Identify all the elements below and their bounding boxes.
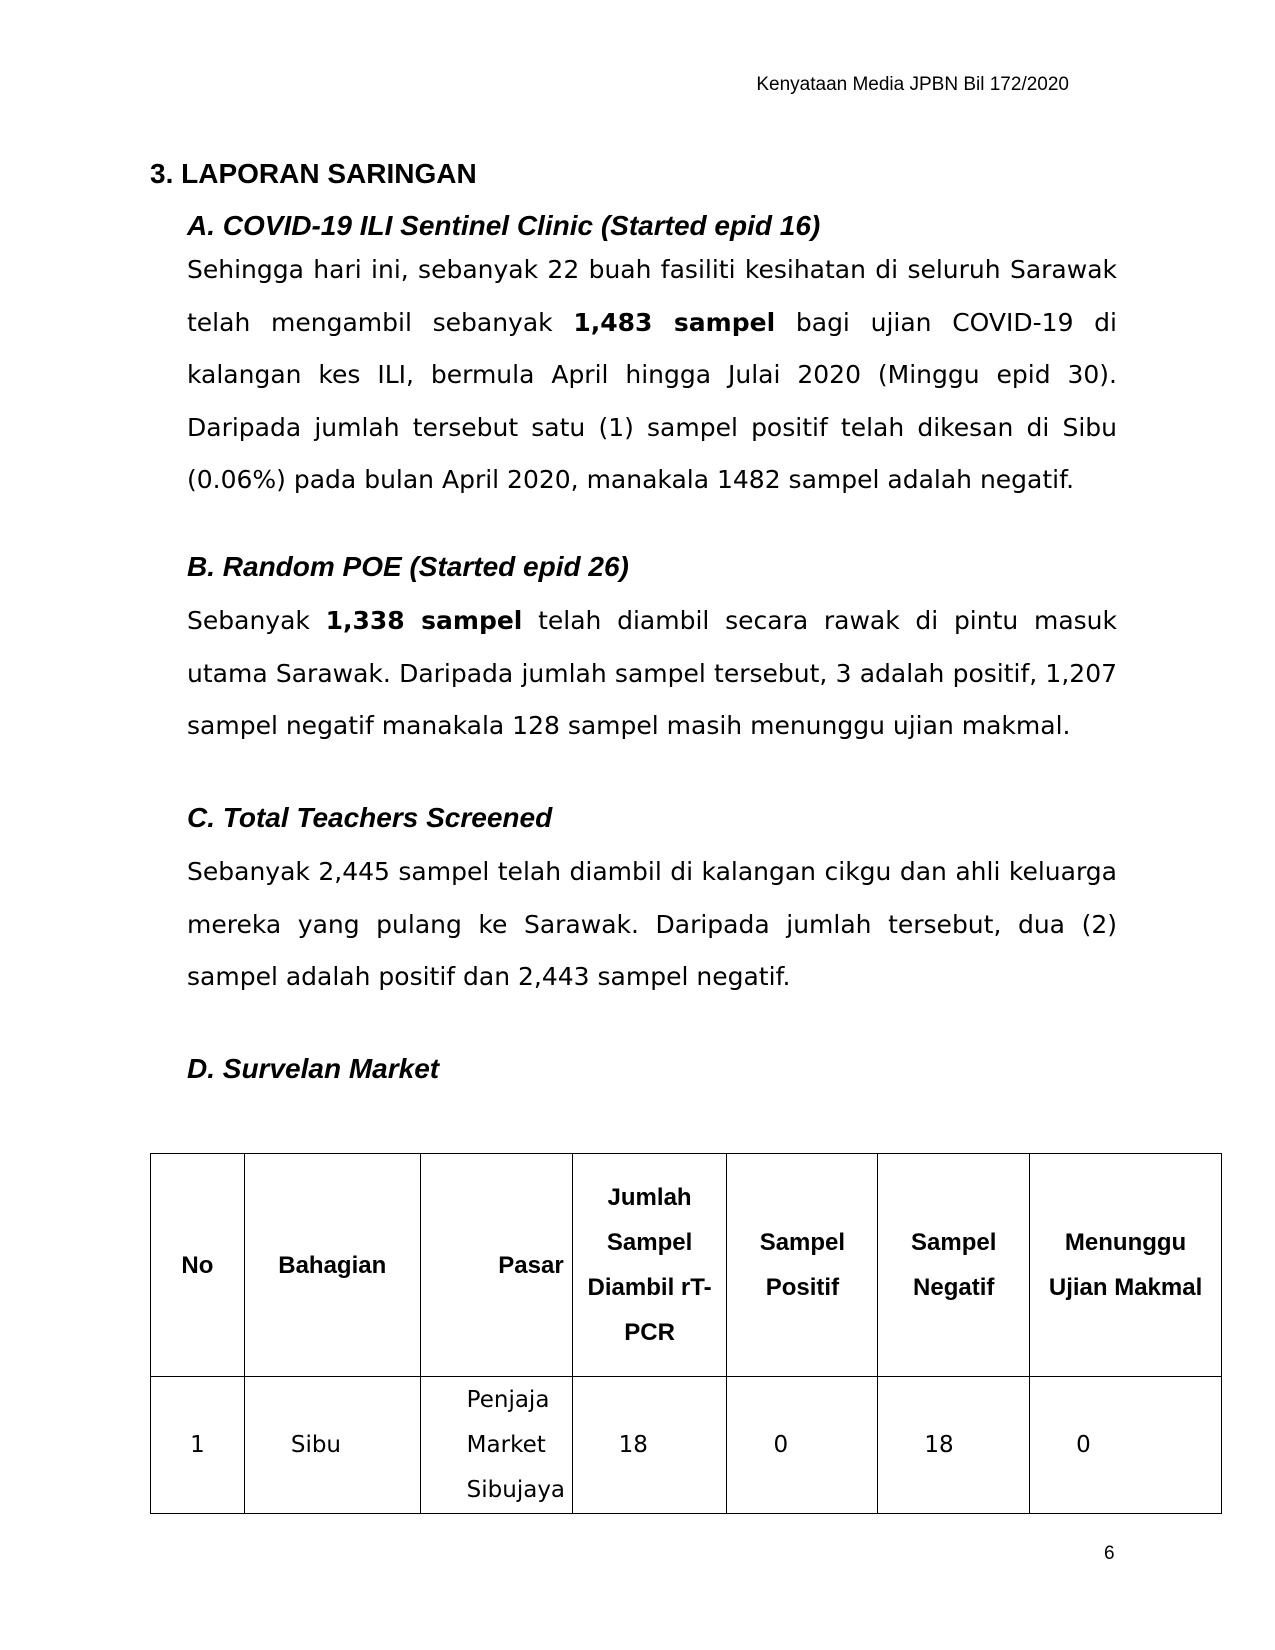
paragraph-line: telah mengambil sebanyak 1,483 sampel bagi ujian COVID-19 di — [187, 307, 1118, 337]
cell-jumlah-sampel: 18 — [572, 1377, 727, 1514]
paragraph-line: Sebanyak 1,338 sampel telah diambil secara rawak di pintu masuk — [187, 606, 1117, 635]
emphasis-sample-count: 1,338 sampel — [325, 606, 523, 635]
paragraph-b — [187, 595, 1117, 753]
cell-sampel-negatif: 18 — [878, 1377, 1030, 1514]
section-title: 3. LAPORAN SARINGAN — [150, 158, 477, 189]
column-header-no: No — [151, 1154, 245, 1377]
table-header-row — [151, 1154, 1222, 1377]
cell-menunggu-ujian: 0 — [1030, 1377, 1222, 1514]
market-surveillance-table — [150, 1153, 1222, 1514]
paragraph-c — [187, 846, 1117, 1004]
paragraph-line: sampel adalah positif dan 2,443 sampel negatif. — [187, 962, 791, 991]
paragraph-line: utama Sarawak. Daripada jumlah sampel tersebut, 3 adalah positif, 1,207 — [187, 658, 1117, 688]
paragraph-line: Sebanyak 2,445 sampel telah diambil di kalangan cikgu dan ahli keluarga — [187, 857, 1117, 886]
column-header-pasar: Pasar — [420, 1154, 572, 1377]
table-row — [151, 1377, 1222, 1514]
cell-sampel-positif: 0 — [727, 1377, 878, 1514]
paragraph-line: (0.06%) pada bulan April 2020, manakala 1482 sampel adalah negatif. — [187, 465, 1075, 494]
column-header-bahagian: Bahagian — [244, 1154, 420, 1377]
paragraph-line: kalangan kes ILI, bermula April hingga Julai 2020 (Minggu epid 30). — [187, 360, 1117, 389]
column-header-jumlah-sampel: Jumlah Sampel Diambil rT-PCR — [572, 1154, 727, 1377]
subsection-heading-a: A. COVID-19 ILI Sentinel Clinic (Started epid 16) — [187, 210, 821, 241]
subsection-heading-b: B. Random POE (Started epid 26) — [187, 551, 629, 582]
column-header-sampel-negatif: Sampel Negatif — [878, 1154, 1030, 1377]
paragraph-line: Sehingga hari ini, sebanyak 22 buah fasiliti kesihatan di seluruh Sarawak — [187, 255, 1117, 284]
paragraph-a — [187, 244, 1117, 507]
document-reference: Kenyataan Media JPBN Bil 172/2020 — [756, 74, 1069, 95]
column-header-menunggu-ujian: Menunggu Ujian Makmal — [1030, 1154, 1222, 1377]
page-number: 6 — [1104, 1543, 1115, 1564]
cell-bahagian: Sibu — [244, 1377, 420, 1514]
subsection-heading-c: C. Total Teachers Screened — [187, 802, 553, 833]
cell-pasar: Penjaja Market Sibujaya — [420, 1377, 572, 1514]
paragraph-line: sampel negatif manakala 128 sampel masih menunggu ujian makmal. — [187, 711, 1071, 740]
paragraph-line: Daripada jumlah tersebut satu (1) sampel positif telah dikesan di Sibu — [187, 412, 1117, 442]
paragraph-line: mereka yang pulang ke Sarawak. Daripada jumlah tersebut, dua (2) — [187, 909, 1117, 939]
emphasis-sample-count: 1,483 sampel — [573, 307, 776, 337]
cell-no: 1 — [151, 1377, 245, 1514]
column-header-sampel-positif: Sampel Positif — [727, 1154, 878, 1377]
subsection-heading-d: D. Survelan Market — [187, 1053, 440, 1084]
